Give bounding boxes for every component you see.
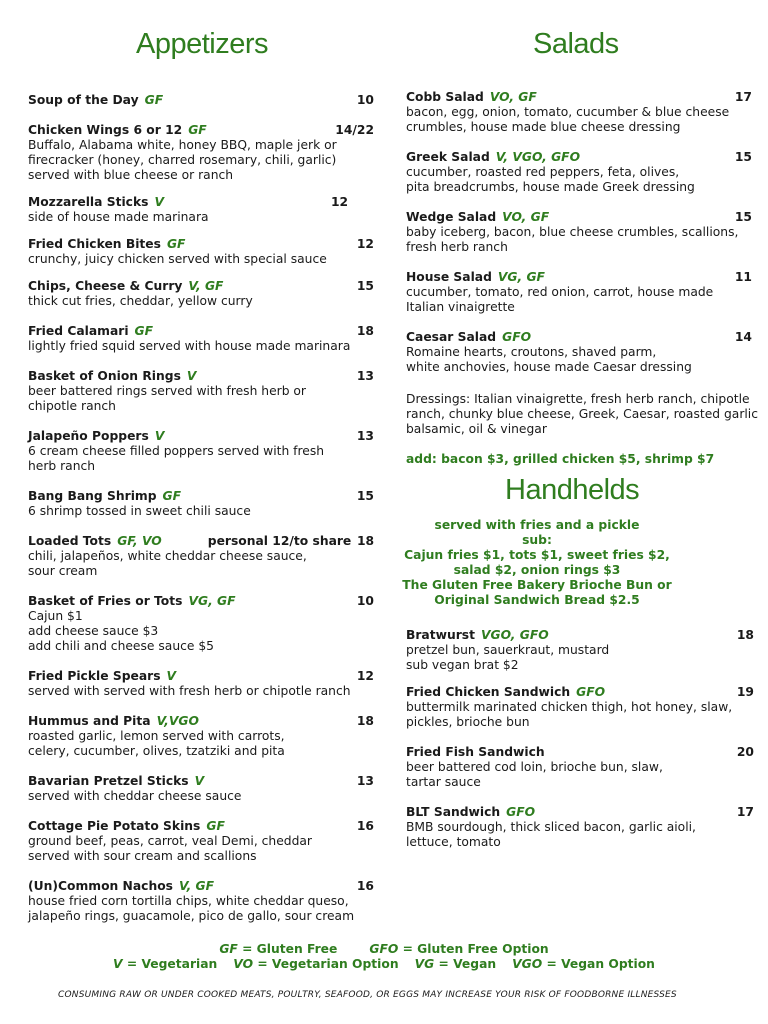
item-description-line: 6 cream cheese filled poppers served with fresh [28, 444, 325, 458]
salads-menu-item [406, 210, 738, 255]
salads-menu-item [406, 270, 713, 315]
item-name: Basket of Fries or Tots [28, 594, 183, 608]
item-description-line: pickles, brioche bun [406, 715, 530, 729]
item-description-line: roasted garlic, lemon served with carrots, [28, 729, 285, 743]
handhelds-menu-item [406, 628, 609, 673]
item-price: 15 [356, 489, 374, 503]
salads-menu-item [406, 330, 692, 375]
legend-entry [219, 942, 337, 956]
dietary-tags: GF [144, 93, 164, 107]
item-name: Fried Fish Sandwich [406, 745, 545, 759]
handhelds-note-line: served with fries and a pickle [434, 518, 640, 532]
item-description-line: lightly fried squid served with house made marinara [28, 339, 351, 353]
handhelds-note-line: sub: [522, 533, 552, 547]
item-description-line: Italian vinaigrette [406, 300, 515, 314]
dietary-tags: GF [162, 489, 182, 503]
item-price: 12 [356, 237, 374, 251]
handhelds-note-line: Original Sandwich Bread $2.5 [434, 593, 640, 607]
legend-code: GF [219, 942, 238, 956]
item-name: Fried Pickle Spears [28, 669, 161, 683]
item-price: 18 [356, 714, 374, 728]
item-name: Caesar Salad [406, 330, 497, 344]
item-name: Fried Chicken Sandwich [406, 685, 571, 699]
item-price: 13 [356, 429, 374, 443]
item-price: 12 [356, 669, 374, 683]
item-name: (Un)Common Nachos [28, 879, 173, 893]
dietary-tags: V, GF [178, 879, 215, 893]
item-name: Soup of the Day [28, 93, 139, 107]
dressings-line: ranch, chunky blue cheese, Greek, Caesar, roasted garlic [406, 407, 758, 421]
appetizers-menu-item [28, 879, 354, 924]
item-description-line: firecracker (honey, charred rosemary, chili, garlic) [28, 153, 337, 167]
handhelds-sides-note [398, 518, 676, 608]
item-description-line: Cajun $1 [28, 609, 83, 623]
appetizers-menu-item [28, 369, 306, 414]
item-price: 17 [734, 90, 752, 104]
item-description-line: celery, cucumber, olives, tzatziki and pita [28, 744, 285, 758]
appetizers-menu-item [28, 429, 324, 474]
item-name: Fried Chicken Bites [28, 237, 161, 251]
dietary-tags: V,VGO [156, 714, 199, 728]
salad-add-ons: add: bacon $3, grilled chicken $5, shrimp $7 [406, 452, 715, 466]
legend-entry [369, 942, 548, 956]
salad-dressings-note [406, 392, 758, 437]
item-description-line: baby iceberg, bacon, blue cheese crumbles, scallions, [406, 225, 739, 239]
item-description-line: pretzel bun, sauerkraut, mustard [406, 643, 610, 657]
item-name: Cottage Pie Potato Skins [28, 819, 201, 833]
appetizers-menu-item [28, 324, 350, 354]
legend-entry [415, 957, 497, 971]
legend-code: GFO [369, 942, 399, 956]
item-price: 10 [356, 594, 374, 608]
dietary-legend-line-2 [0, 957, 768, 971]
legend-code: V [113, 957, 123, 971]
item-description-line: add chili and cheese sauce $5 [28, 639, 214, 653]
item-description-line: add cheese sauce $3 [28, 624, 159, 638]
item-price: 18 [357, 534, 375, 548]
item-name: Bavarian Pretzel Sticks [28, 774, 189, 788]
item-name: Bratwurst [406, 628, 475, 642]
appetizers-menu-item [28, 669, 351, 699]
item-description-line: house fried corn tortilla chips, white cheddar queso, [28, 894, 349, 908]
item-description-line: chipotle ranch [28, 399, 116, 413]
item-name: Mozzarella Sticks [28, 195, 149, 209]
item-name: Hummus and Pita [28, 714, 151, 728]
dietary-tags: VG, GF [497, 270, 545, 284]
handhelds-note-line: salad $2, onion rings $3 [453, 563, 621, 577]
salads-heading: Salads [533, 28, 619, 60]
item-description-line: ground beef, peas, carrot, veal Demi, cheddar [28, 834, 312, 848]
dietary-tags: V, GF [188, 279, 224, 293]
item-description-line: sour cream [28, 564, 98, 578]
item-price: 14/22 [335, 123, 374, 137]
item-description-line: crunchy, juicy chicken served with special sauce [28, 252, 327, 266]
dressings-line: balsamic, oil & vinegar [406, 422, 547, 436]
item-price: 13 [356, 774, 374, 788]
item-name: BLT Sandwich [406, 805, 501, 819]
item-description-line: beer battered cod loin, brioche bun, slaw, [406, 760, 663, 774]
salads-menu-item [406, 90, 729, 135]
item-description-line: bacon, egg, onion, tomato, cucumber & blue cheese [406, 105, 730, 119]
item-name: Chicken Wings 6 or 12 [28, 123, 183, 137]
item-name: Chips, Cheese & Curry [28, 279, 183, 293]
item-description-line: pita breadcrumbs, house made Greek dressing [406, 180, 695, 194]
item-name: Basket of Onion Rings [28, 369, 181, 383]
appetizers-heading: Appetizers [136, 28, 269, 60]
item-name: Fried Calamari [28, 324, 129, 338]
item-description-line: served with cheddar cheese sauce [28, 789, 242, 803]
dietary-tags: V [186, 369, 197, 383]
handhelds-menu-item [406, 805, 696, 850]
appetizers-menu-item [28, 237, 327, 267]
item-description-line: tartar sauce [406, 775, 481, 789]
dietary-tags: V [154, 429, 165, 443]
item-description-line: lettuce, tomato [406, 835, 501, 849]
appetizers-menu-item [28, 279, 253, 309]
item-price: 16 [356, 879, 374, 893]
item-price: 10 [356, 93, 374, 107]
dressings-line: Dressings: Italian vinaigrette, fresh herb ranch, chipotle [406, 392, 750, 406]
item-description-line: fresh herb ranch [406, 240, 508, 254]
item-price: 14 [734, 330, 752, 344]
item-name: Jalapeño Poppers [28, 429, 149, 443]
legend-meaning: = Vegan Option [542, 957, 655, 971]
item-description-line: white anchovies, house made Caesar dressing [406, 360, 692, 374]
legend-entry [113, 957, 217, 971]
item-price: 20 [736, 745, 754, 759]
legend-meaning: = Gluten Free Option [398, 942, 549, 956]
item-description-line: Romaine hearts, croutons, shaved parm, [406, 345, 657, 359]
salads-menu-item [406, 150, 695, 195]
appetizers-menu-item [28, 195, 209, 225]
legend-meaning: = Vegetarian [122, 957, 218, 971]
item-price: 13 [356, 369, 374, 383]
appetizers-menu-item [28, 819, 312, 864]
dietary-tags: GFO [506, 805, 536, 819]
dietary-tags: GF [188, 123, 207, 137]
legend-meaning: = Vegan [434, 957, 497, 971]
appetizers-menu-item [28, 93, 163, 108]
item-description-line: herb ranch [28, 459, 96, 473]
item-description-line: thick cut fries, cheddar, yellow curry [28, 294, 253, 308]
item-description-line: Buffalo, Alabama white, honey BBQ, maple jerk or [28, 138, 337, 152]
item-description-line: crumbles, house made blue cheese dressing [406, 120, 681, 134]
legend-code: VG [414, 957, 435, 971]
legend-meaning: = Gluten Free [237, 942, 338, 956]
item-description-line: jalapeño rings, guacamole, pico de gallo, sour cream [28, 909, 355, 923]
appetizers-menu-item [28, 714, 285, 759]
item-price: 15 [734, 150, 752, 164]
dietary-tags: VGO, GFO [481, 628, 549, 642]
item-price: 18 [736, 628, 754, 642]
legend-meaning: = Vegetarian Option [253, 957, 399, 971]
item-price: 17 [736, 805, 754, 819]
item-description-line: sub vegan brat $2 [406, 658, 519, 672]
appetizers-menu-item [28, 774, 241, 804]
dietary-tags: VO, GF [489, 90, 537, 104]
dietary-tags: V [154, 195, 164, 209]
dietary-tags: V [166, 669, 177, 683]
dietary-tags: GFO [502, 330, 532, 344]
item-price: 18 [356, 324, 374, 338]
item-description-line: served with served with fresh herb or chipotle ranch [28, 684, 351, 698]
item-name: Greek Salad [406, 150, 490, 164]
item-description-line: chili, jalapeños, white cheddar cheese sauce, [28, 549, 307, 563]
appetizers-menu-item [28, 123, 337, 183]
item-description-line: beer battered rings served with fresh herb or [28, 384, 306, 398]
item-description-line: 6 shrimp tossed in sweet chili sauce [28, 504, 251, 518]
item-description-line: cucumber, tomato, red onion, carrot, house made [406, 285, 714, 299]
item-description-line: BMB sourdough, thick sliced bacon, garlic aioli, [406, 820, 696, 834]
item-price: 15 [734, 210, 752, 224]
item-price: 15 [356, 279, 374, 293]
item-name: Cobb Salad [406, 90, 484, 104]
dietary-tags: V, VGO, GFO [495, 150, 581, 164]
item-portion-options: personal 12/to share [207, 534, 352, 548]
dietary-tags: VO, GF [502, 210, 550, 224]
item-name: House Salad [406, 270, 492, 284]
legend-code: VGO [512, 957, 543, 971]
item-price: 16 [356, 819, 374, 833]
item-name: Wedge Salad [406, 210, 497, 224]
dietary-tags: V [194, 774, 205, 788]
item-description-line: served with blue cheese or ranch [28, 168, 234, 182]
handhelds-note-line: Cajun fries $1, tots $1, sweet fries $2, [404, 548, 670, 562]
item-description-line: buttermilk marinated chicken thigh, hot honey, slaw, [406, 700, 733, 714]
dietary-tags: GF [206, 819, 225, 833]
item-name: Bang Bang Shrimp [28, 489, 157, 503]
dietary-tags: GF [134, 324, 154, 338]
legend-code: VO [233, 957, 254, 971]
dietary-tags: VG, GF [188, 594, 236, 608]
dietary-tags: GF [166, 237, 186, 251]
appetizers-menu-item [28, 489, 251, 519]
dietary-tags: GFO [576, 685, 606, 699]
dietary-tags: GF, VO [117, 534, 162, 548]
handhelds-menu-item [406, 745, 663, 790]
legend-entry [512, 957, 655, 971]
appetizers-menu-item [28, 534, 351, 579]
food-safety-disclaimer: CONSUMING RAW OR UNDER COOKED MEATS, POULTRY, SEAFOOD, OR EGGS MAY INCREASE YOUR RISK OF FOODBORNE ILLNESSES [58, 990, 677, 1000]
item-description-line: side of house made marinara [28, 210, 209, 224]
item-name: Loaded Tots [28, 534, 112, 548]
item-price: 12 [331, 195, 349, 209]
item-price: 11 [734, 270, 752, 284]
item-description-line: served with sour cream and scallions [28, 849, 257, 863]
legend-entry [233, 957, 398, 971]
item-description-line: cucumber, roasted red peppers, feta, olives, [406, 165, 680, 179]
item-price: 19 [736, 685, 754, 699]
handhelds-note-line: The Gluten Free Bakery Brioche Bun or [402, 578, 672, 592]
handhelds-heading: Handhelds [505, 474, 640, 506]
appetizers-menu-item [28, 594, 236, 654]
handhelds-menu-item [406, 685, 732, 730]
dietary-legend-line-1 [0, 942, 768, 956]
